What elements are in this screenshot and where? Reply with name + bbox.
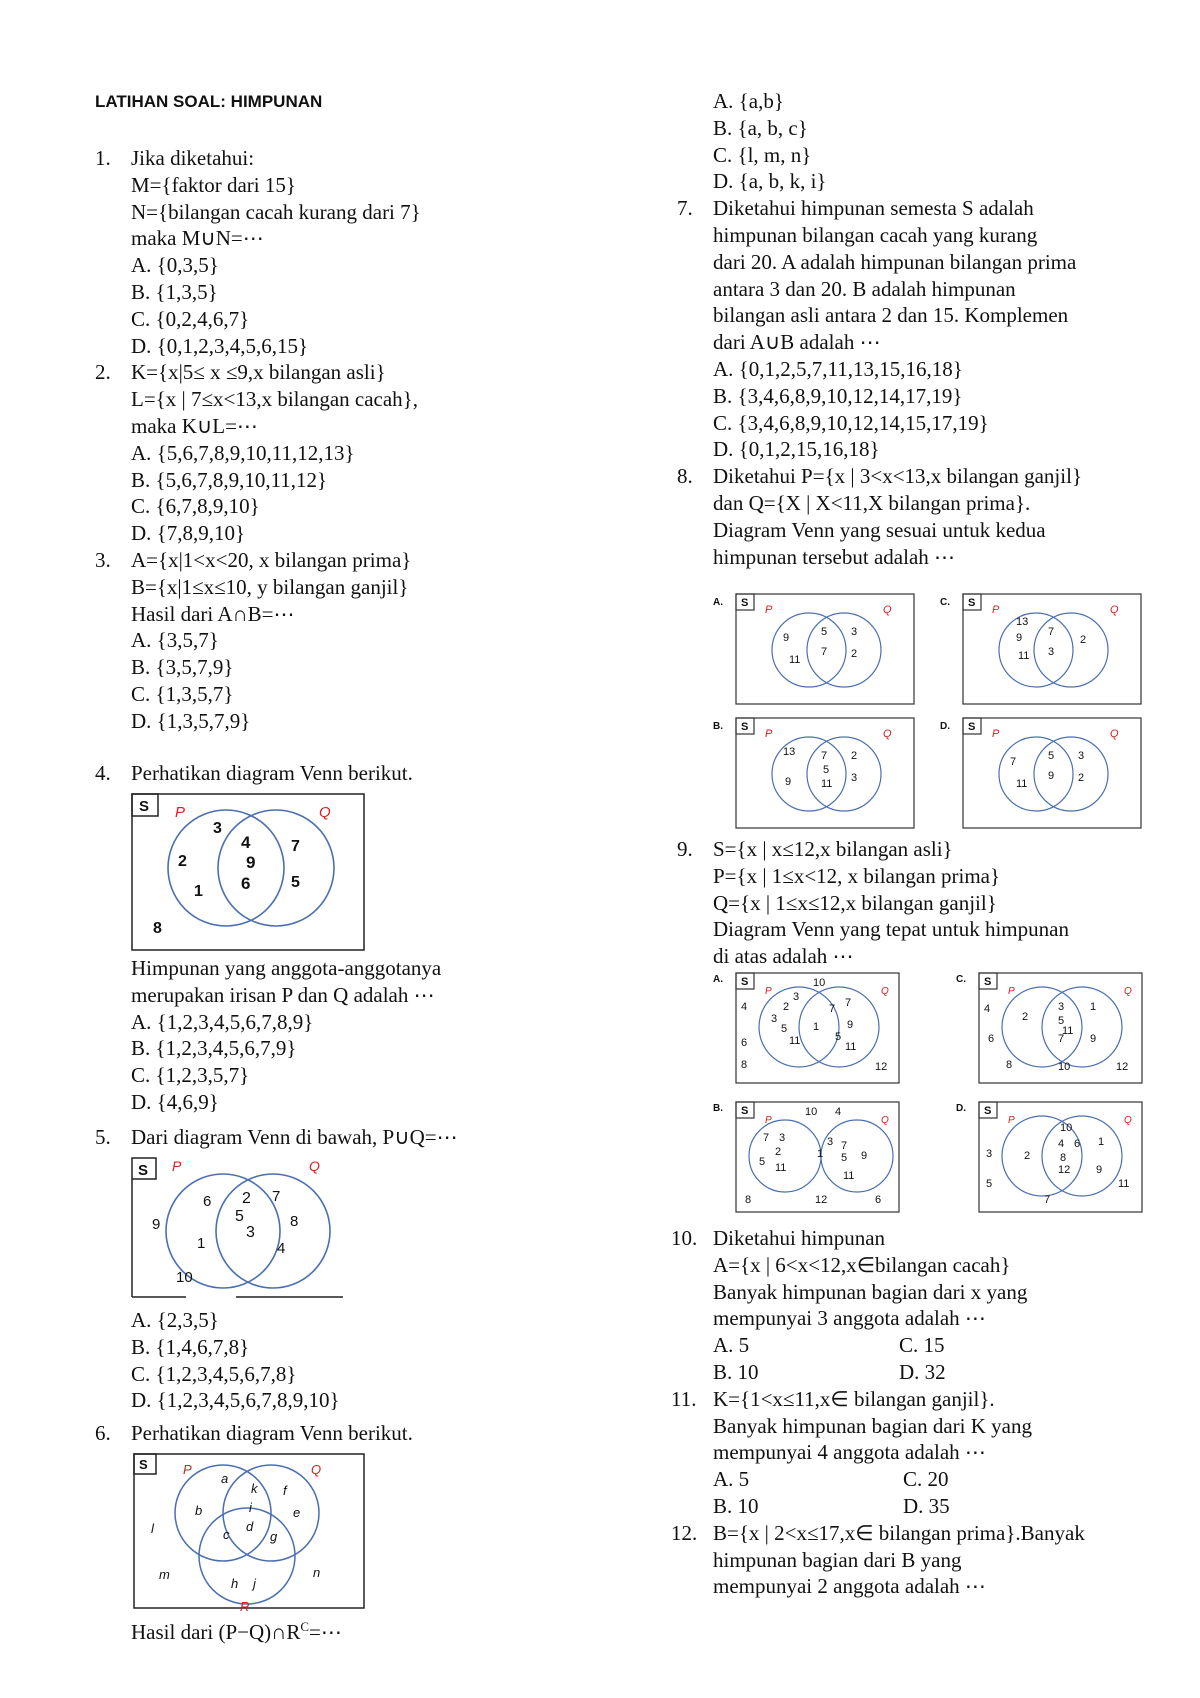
set-label: Q [1110, 728, 1119, 740]
question-line: Diagram Venn yang tepat untuk himpunan [713, 917, 1069, 942]
element-label: 1 [197, 1235, 206, 1252]
question-line: D. {0,1,2,15,16,18} [713, 437, 880, 462]
element-label: 2 [1078, 772, 1085, 784]
question-line: B={x | 2<x≤17,x∈ bilangan prima}.Banyak [713, 1520, 1085, 1545]
answer-option: D. {a, b, k, i} [713, 169, 827, 194]
question-stem: Dari diagram Venn di bawah, P∪Q=⋯ [131, 1125, 458, 1149]
set-label: P [1008, 986, 1015, 997]
element-label: 7 [845, 997, 852, 1009]
question-line [131, 1614, 342, 1645]
question-line: D. {0,1,2,3,4,5,6,15} [131, 333, 309, 358]
element-label: 2 [851, 648, 858, 660]
question-line: Q={x | 1≤x≤12,x bilangan ganjil} [713, 890, 997, 915]
element-label: 10 [813, 977, 826, 989]
question-line: C. {1,2,3,5,7} [131, 1063, 250, 1088]
element-label: 9 [1096, 1164, 1103, 1176]
question-line: A. {0,1,2,5,7,11,13,15,16,18} [713, 357, 963, 381]
question-line: antara 3 dan 20. B adalah himpunan [713, 276, 1016, 301]
option-label: A. [713, 597, 723, 608]
question-number: 12. [671, 1520, 698, 1545]
option-label: B. [713, 1103, 723, 1114]
universal-set-label: S [139, 798, 150, 815]
question-number: 9. [677, 837, 693, 861]
element-label: 5 [1048, 750, 1055, 762]
element-label: 7 [829, 1003, 836, 1015]
option-label: D. [956, 1103, 966, 1114]
element-label: 3 [851, 772, 858, 784]
element-label: 12 [1058, 1164, 1071, 1176]
element-label: 7 [763, 1132, 770, 1144]
element-label: 11 [775, 1162, 787, 1174]
element-label: 8 [741, 1059, 748, 1071]
question-line: M={faktor dari 15} [131, 172, 296, 197]
element-label: 2 [242, 1190, 251, 1207]
question-line: C. {6,7,8,9,10} [131, 494, 260, 519]
element-label: 5 [1058, 1015, 1065, 1027]
question-line: dari 20. A adalah himpunan bilangan prima [713, 249, 1077, 274]
element-label: 11 [789, 654, 801, 666]
element-label: k [251, 1481, 258, 1496]
element-label: 3 [986, 1148, 993, 1160]
element-label: 7 [1058, 1033, 1065, 1045]
question-line: Diagram Venn yang sesuai untuk kedua [713, 517, 1046, 542]
venn-option-diagram [956, 1101, 1143, 1213]
universal-set-label: S [139, 1457, 148, 1472]
element-label: 10 [1060, 1122, 1073, 1134]
element-label: 9 [861, 1150, 868, 1162]
question-line: B. {1,2,3,4,5,6,7,9} [131, 1036, 297, 1061]
answer-option: A. 5 [713, 1333, 750, 1358]
set-label: P [172, 1158, 182, 1174]
element-label: 8 [745, 1194, 752, 1206]
option-label: C. [956, 974, 966, 985]
question-line: Hasil dari A∩B=⋯ [131, 601, 295, 626]
question-line: B. {3,4,6,8,9,10,12,14,17,19} [713, 383, 963, 408]
question-number: 11. [671, 1386, 697, 1411]
element-label: 5 [835, 1031, 842, 1043]
question-number: 7. [677, 196, 693, 221]
element-label: 3 [771, 1013, 778, 1025]
page-title: LATIHAN SOAL: HIMPUNAN [95, 92, 323, 111]
question-line: A. {2,3,5} [131, 1308, 219, 1332]
question-line: merupakan irisan P dan Q adalah ⋯ [131, 982, 435, 1007]
question-line: Diketahui himpunan [713, 1226, 886, 1250]
element-label: 3 [213, 820, 222, 837]
set-label: Q [1110, 604, 1119, 616]
element-label: 12 [815, 1194, 828, 1206]
answer-option: A. {a,b} [713, 89, 784, 113]
element-label: 1 [813, 1021, 820, 1033]
element-label: m [159, 1567, 170, 1582]
expression: Hasil dari (P−Q)∩R [131, 1620, 301, 1644]
set-label: Q [883, 604, 892, 616]
venn-diagram [131, 793, 365, 951]
element-label: 11 [845, 1041, 857, 1053]
element-label: 2 [1024, 1150, 1031, 1162]
set-label: Q [311, 1462, 322, 1477]
element-label: 11 [789, 1035, 801, 1047]
element-label: 11 [1062, 1025, 1074, 1037]
element-label: 5 [291, 874, 300, 891]
expression-tail: =⋯ [309, 1620, 342, 1644]
element-label: 10 [1058, 1061, 1071, 1073]
question-number: 6. [95, 1421, 111, 1445]
element-label: 4 [1058, 1138, 1065, 1150]
question-line: K={x|5≤ x ≤9,x bilangan asli} [131, 360, 386, 385]
question-line: Himpunan yang anggota-anggotanya [131, 956, 442, 980]
element-label: 9 [152, 1216, 161, 1233]
set-label: P [183, 1462, 192, 1477]
element-label: 11 [1016, 778, 1028, 790]
element-label: 11 [821, 778, 833, 790]
question-line: Jika diketahui: [131, 146, 255, 170]
element-label: 13 [1016, 616, 1029, 628]
question-line: maka M∪N=⋯ [131, 226, 264, 251]
element-label: 1 [1090, 1001, 1097, 1013]
element-label: 5 [235, 1208, 244, 1225]
element-label: 11 [1018, 650, 1030, 662]
question-line: A. {5,6,7,8,9,10,11,12,13} [131, 440, 355, 465]
venn-option-diagram [713, 593, 915, 705]
answer-option: D. 35 [903, 1494, 950, 1518]
element-label: n [313, 1565, 321, 1580]
element-label: 5 [841, 1152, 848, 1164]
universal-set-label: S [741, 597, 749, 609]
question-line: B. {1,4,6,7,8} [131, 1334, 250, 1359]
question-line: mempunyai 2 anggota adalah ⋯ [713, 1574, 986, 1599]
element-label: 1 [817, 1148, 824, 1160]
element-label: 3 [1048, 646, 1055, 658]
element-label: 6 [241, 874, 251, 893]
answer-option: D. 32 [899, 1360, 946, 1384]
element-label: 7 [1048, 626, 1055, 638]
element-label: 3 [851, 626, 858, 638]
element-label: 6 [875, 1194, 882, 1206]
universal-set-label: S [984, 1105, 992, 1117]
element-label: 4 [277, 1240, 286, 1257]
question-line: D. {1,2,3,4,5,6,7,8,9,10} [131, 1388, 340, 1413]
answer-option: A. 5 [713, 1467, 750, 1492]
element-label: 13 [783, 746, 796, 758]
element-label: 6 [988, 1033, 995, 1045]
element-label: 4 [741, 1001, 748, 1013]
venn-diagram [131, 1157, 351, 1309]
element-label: 8 [290, 1213, 299, 1230]
element-label: 3 [793, 991, 800, 1003]
venn-diagram [133, 1453, 365, 1614]
option-label: C. [940, 597, 950, 608]
answer-option: C. 20 [903, 1467, 949, 1492]
question-line: C. {1,2,3,4,5,6,7,8} [131, 1361, 297, 1386]
element-label: 9 [1016, 632, 1023, 644]
element-label: 12 [1116, 1061, 1129, 1073]
element-label: c [223, 1527, 230, 1542]
universal-set-label: S [968, 721, 976, 733]
element-label: 5 [821, 626, 828, 638]
element-label: 1 [194, 883, 203, 900]
question-number: 4. [95, 761, 111, 785]
universal-set-label: S [741, 976, 749, 988]
answer-option: B. {a, b, c} [713, 115, 808, 140]
element-label: 2 [783, 1001, 790, 1013]
question-line: C. {3,4,6,8,9,10,12,14,15,17,19} [713, 410, 989, 435]
element-label: d [246, 1519, 254, 1534]
set-label: P [765, 986, 772, 997]
question-line: D. {1,3,5,7,9} [131, 708, 251, 733]
question-line: maka K∪L=⋯ [131, 414, 258, 438]
question-number: 10. [671, 1226, 698, 1250]
answer-option: B. 10 [713, 1494, 759, 1518]
question-line: C. {1,3,5,7} [131, 682, 234, 706]
element-label: 3 [1078, 750, 1085, 762]
element-label: 5 [781, 1023, 788, 1035]
question-number: 8. [677, 464, 693, 489]
option-label: A. [713, 974, 723, 985]
question-line: A. {0,3,5} [131, 253, 219, 278]
question-line: C. {0,2,4,6,7} [131, 306, 250, 331]
question-line: mempunyai 3 anggota adalah ⋯ [713, 1306, 986, 1331]
element-label: 8 [1060, 1152, 1067, 1164]
element-label: 9 [1048, 770, 1055, 782]
question-line: B. {3,5,7,9} [131, 655, 234, 680]
question-line: L={x | 7≤x<13,x bilangan cacah}, [131, 387, 418, 412]
element-label: 7 [821, 750, 828, 762]
answer-option: B. 10 [713, 1360, 759, 1384]
set-label: P [992, 604, 1000, 616]
question-number: 5. [95, 1125, 111, 1149]
question-line: di atas adalah ⋯ [713, 944, 854, 969]
set-label: Q [1124, 986, 1132, 997]
element-label: 10 [805, 1106, 818, 1118]
element-label: 11 [1118, 1178, 1130, 1190]
element-label: 9 [783, 632, 790, 644]
element-label: 3 [827, 1136, 834, 1148]
element-label: 3 [246, 1224, 255, 1241]
element-label: 2 [1022, 1011, 1029, 1023]
universal-set-label: S [741, 1105, 749, 1117]
set-label: Q [309, 1158, 320, 1174]
set-label: Q [881, 1115, 889, 1126]
set-label: Q [883, 728, 892, 740]
universal-set-label: S [741, 721, 749, 733]
element-label: 6 [203, 1193, 212, 1210]
venn-option-diagram [956, 972, 1143, 1084]
question-line: A. {3,5,7} [131, 628, 219, 653]
set-label: P [765, 604, 773, 616]
answer-option: C. 15 [899, 1333, 945, 1358]
set-label: P [765, 728, 773, 740]
element-label: 9 [785, 776, 792, 788]
element-label: 7 [821, 646, 828, 658]
question-line: himpunan bagian dari B yang [713, 1547, 962, 1572]
element-label: f [283, 1483, 287, 1498]
question-line: Diketahui P={x | 3<x<13,x bilangan ganjil} [713, 464, 1083, 489]
question-line: himpunan tersebut adalah ⋯ [713, 544, 956, 569]
venn-option-diagram [713, 1101, 900, 1213]
question-line: himpunan bilangan cacah yang kurang [713, 223, 1038, 247]
element-label: 3 [779, 1132, 786, 1144]
element-label: 1 [1098, 1136, 1105, 1148]
question-number: 3. [95, 548, 111, 572]
universal-set-label: S [984, 976, 992, 988]
question-line: P={x | 1≤x<12, x bilangan prima} [713, 863, 1001, 888]
question-line: D. {7,8,9,10} [131, 521, 246, 546]
question-line: B={x|1≤x≤10, y bilangan ganjil} [131, 574, 409, 599]
set-label: P [765, 1115, 772, 1126]
question-line: A={x|1<x<20, x bilangan prima} [131, 548, 412, 572]
set-label: Q [881, 986, 889, 997]
set-label: P [1008, 1115, 1015, 1126]
question-line: K={1<x≤11,x∈ bilangan ganjil}. [713, 1386, 995, 1411]
element-label: 7 [291, 838, 300, 855]
question-line: dari A∪B adalah ⋯ [713, 330, 881, 355]
element-label: 4 [984, 1003, 991, 1015]
element-label: 9 [847, 1019, 854, 1031]
set-label: P [992, 728, 1000, 740]
element-label: a [221, 1471, 229, 1486]
element-label: l [151, 1521, 154, 1536]
option-label: B. [713, 721, 723, 732]
question-line: mempunyai 4 anggota adalah ⋯ [713, 1440, 986, 1465]
element-label: 7 [1044, 1194, 1051, 1206]
element-label: b [195, 1503, 203, 1518]
question-line: S={x | x≤12,x bilangan asli} [713, 837, 953, 861]
venn-option-diagram [940, 717, 1142, 829]
element-label: 8 [153, 920, 162, 937]
element-label: 5 [823, 764, 830, 776]
element-label: 2 [775, 1146, 782, 1158]
element-label: 5 [759, 1156, 766, 1168]
complement-mark: C [300, 1619, 309, 1634]
element-label: 2 [178, 853, 187, 870]
element-label: j [253, 1576, 256, 1591]
set-label: Q [1124, 1115, 1132, 1126]
venn-option-diagram [940, 593, 1142, 705]
answer-option: C. {l, m, n} [713, 142, 812, 167]
question-number: 2. [95, 360, 111, 385]
question-stem: Perhatikan diagram Venn berikut. [131, 1421, 413, 1445]
question-line: dan Q={X | X<11,X bilangan prima}. [713, 491, 1031, 515]
option-label: D. [940, 721, 950, 732]
set-label: P [175, 804, 186, 821]
question-number: 1. [95, 146, 111, 170]
element-label: 2 [1080, 634, 1087, 646]
element-label: 4 [835, 1106, 842, 1118]
element-label: 9 [246, 853, 256, 872]
element-label: g [270, 1529, 278, 1544]
question-line: N={bilangan cacah kurang dari 7} [131, 199, 421, 224]
element-label: 10 [176, 1269, 193, 1286]
element-label: 7 [1010, 756, 1017, 768]
question-line: Banyak himpunan bagian dari x yang [713, 1279, 1028, 1304]
universal-set-label: S [968, 597, 976, 609]
question-line: Diketahui himpunan semesta S adalah [713, 196, 1034, 221]
universal-set-label: S [138, 1162, 149, 1179]
question-line: B. {5,6,7,8,9,10,11,12} [131, 467, 328, 492]
element-label: 4 [241, 833, 251, 852]
question-line: A={x | 6<x<12,x∈bilangan cacah} [713, 1252, 1011, 1277]
venn-option-diagram [713, 972, 900, 1084]
element-label: i [249, 1500, 252, 1515]
element-label: 6 [741, 1037, 748, 1049]
question-line: A. {1,2,3,4,5,6,7,8,9} [131, 1009, 314, 1034]
venn-option-diagram [713, 717, 915, 829]
question-line: Banyak himpunan bagian dari K yang [713, 1413, 1032, 1438]
element-label: 7 [841, 1140, 848, 1152]
element-label: e [293, 1505, 301, 1520]
element-label: h [231, 1576, 239, 1591]
question-stem: Perhatikan diagram Venn berikut. [131, 761, 413, 785]
element-label: 12 [875, 1061, 888, 1073]
question-line: B. {1,3,5} [131, 280, 218, 304]
question-line: bilangan asli antara 2 dan 15. Komplemen [713, 303, 1069, 328]
element-label: 9 [1090, 1033, 1097, 1045]
question-line: D. {4,6,9} [131, 1090, 219, 1114]
element-label: 6 [1074, 1138, 1081, 1150]
element-label: 7 [272, 1188, 281, 1205]
element-label: 8 [1006, 1059, 1013, 1071]
set-label: Q [319, 804, 331, 821]
element-label: 3 [1058, 1001, 1065, 1013]
element-label: 2 [851, 750, 858, 762]
element-label: 5 [986, 1178, 993, 1190]
element-label: 11 [843, 1170, 855, 1182]
set-label: R [240, 1599, 250, 1614]
